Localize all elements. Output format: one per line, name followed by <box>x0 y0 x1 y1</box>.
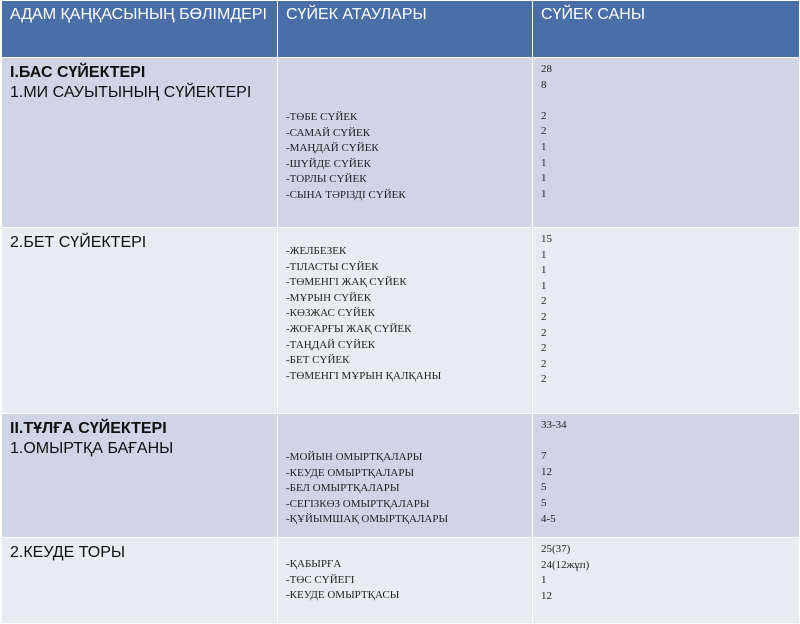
bone-count: 15 <box>541 233 552 245</box>
section-subtitle: 2.КЕУДЕ ТОРЫ <box>10 544 126 561</box>
bone-count: 5 <box>541 496 547 509</box>
bone-count: 2 <box>541 109 547 122</box>
bone-count: 1 <box>541 156 547 169</box>
bone-name: -ТӨМЕНГІ ЖАҚ СҮЙЕК <box>286 276 407 289</box>
counts-list <box>541 542 791 604</box>
table-row <box>2 228 800 414</box>
bone-count: 28 <box>541 63 552 75</box>
section-title: ІІ.ТҰЛҒА СҮЙЕКТЕРІ <box>10 420 167 437</box>
bone-name: -ТІЛАСТЫ СҮЙЕК <box>286 260 379 273</box>
bone-count: 1 <box>541 248 547 261</box>
bone-count: 2 <box>541 295 547 308</box>
bone-count: 2 <box>541 373 547 386</box>
bone-name: -КЕУДЕ ОМЫРТҚАЛАРЫ <box>286 466 415 479</box>
bone-count: 1 <box>541 140 547 153</box>
counts-cell <box>533 414 800 538</box>
bone-name: -ҚҰЙЫМШАҚ ОМЫРТҚАЛАРЫ <box>286 513 449 526</box>
bone-name: -ТӨМЕНГІ МҰРЫН ҚАЛҚАНЫ <box>286 369 442 382</box>
bone-count: 33-34 <box>541 419 567 431</box>
counts-list <box>541 232 791 388</box>
table-row <box>2 414 800 538</box>
bone-name: -ҚАБЫРҒА <box>286 558 342 570</box>
counts-cell <box>533 58 800 228</box>
header-bone-names-label: СҮЙЕК АТАУЛАРЫ <box>286 6 427 23</box>
section-cell <box>2 538 278 624</box>
bone-name: -КӨЗЖАС СҮЙЕК <box>286 307 375 320</box>
bone-name: -ТӨБЕ СҮЙЕК <box>286 111 358 123</box>
bone-name: -КЕУДЕ ОМЫРТҚАСЫ <box>286 589 400 602</box>
bone-count: 2 <box>541 125 547 138</box>
bone-count: 1 <box>541 279 547 292</box>
bone-count: 2 <box>541 326 547 339</box>
table-header-row <box>2 1 800 58</box>
section-subtitle: 1.ОМЫРТҚА БАҒАНЫ <box>10 440 174 457</box>
bone-name: -БЕЛ ОМЫРТҚАЛАРЫ <box>286 482 400 495</box>
header-sections <box>2 1 278 58</box>
bone-name: -ТАҢДАЙ СҮЙЕК <box>286 338 376 351</box>
bone-name: -СЫНА ТӘРІЗДІ СҮЙЕК <box>286 188 406 201</box>
bone-count: 25(37) <box>541 543 571 555</box>
bone-count <box>541 434 791 450</box>
bones-cell <box>278 228 533 414</box>
header-bone-count <box>533 1 800 58</box>
bone-name: -МАҢДАЙ СҮЙЕК <box>286 142 379 155</box>
counts-list <box>541 62 791 202</box>
bone-name: -ЖОҒАРҒЫ ЖАҚ СҮЙЕК <box>286 322 412 335</box>
section-subtitle: 2.БЕТ СҮЙЕКТЕРІ <box>10 234 147 251</box>
header-bone-names <box>278 1 533 58</box>
bone-count: 1 <box>541 264 547 277</box>
bone-name: -МҰРЫН СҮЙЕК <box>286 291 372 304</box>
bone-name: -ТОРЛЫ СҮЙЕК <box>286 173 367 186</box>
bone-count: 4-5 <box>541 512 556 525</box>
counts-list <box>541 418 791 527</box>
header-sections-label: АДАМ ҚАҢҚАСЫНЫҢ БӨЛІМДЕРІ <box>10 6 267 23</box>
bone-count: 5 <box>541 481 547 494</box>
section-cell <box>2 228 278 414</box>
section-subtitle: 1.МИ САУЫТЫНЫҢ СҮЙЕКТЕРІ <box>10 84 252 101</box>
bone-name: -СЕГІЗКӨЗ ОМЫРТҚАЛАРЫ <box>286 497 430 510</box>
bone-count <box>541 93 791 109</box>
table-row <box>2 58 800 228</box>
bone-name: -ЖЕЛБЕЗЕК <box>286 245 347 257</box>
section-title: І.БАС СҮЙЕКТЕРІ <box>10 64 146 81</box>
counts-cell <box>533 538 800 624</box>
counts-cell <box>533 228 800 414</box>
bone-name: -БЕТ СҮЙЕК <box>286 354 350 367</box>
bone-count: 1 <box>541 574 547 587</box>
bones-list <box>286 414 524 528</box>
bone-name: -ТӨС СҮЙЕГІ <box>286 573 355 586</box>
table-row <box>2 538 800 624</box>
bone-count: 12 <box>541 465 552 478</box>
section-cell <box>2 414 278 538</box>
bones-cell <box>278 58 533 228</box>
header-bone-count-label: СҮЙЕК САНЫ <box>541 6 645 23</box>
bones-list <box>286 58 524 204</box>
bone-count: 2 <box>541 310 547 323</box>
skeleton-table <box>1 0 800 624</box>
bone-count: 1 <box>541 172 547 185</box>
bones-list <box>286 228 524 384</box>
bones-cell <box>278 414 533 538</box>
bone-count: 2 <box>541 342 547 355</box>
bone-count: 7 <box>541 450 547 463</box>
bone-count: 12 <box>541 589 552 602</box>
section-cell <box>2 58 278 228</box>
bone-name: -МОЙЫН ОМЫРТҚАЛАРЫ <box>286 451 423 463</box>
bone-count: 2 <box>541 357 547 370</box>
bone-count: 1 <box>541 187 547 200</box>
bones-list <box>286 538 524 604</box>
bone-count: 8 <box>541 78 547 91</box>
bone-count: 24(12жұп) <box>541 558 590 571</box>
bone-name: -САМАЙ СҮЙЕК <box>286 126 371 139</box>
bone-name: -ШҮЙДЕ СҮЙЕК <box>286 157 371 170</box>
bones-cell <box>278 538 533 624</box>
